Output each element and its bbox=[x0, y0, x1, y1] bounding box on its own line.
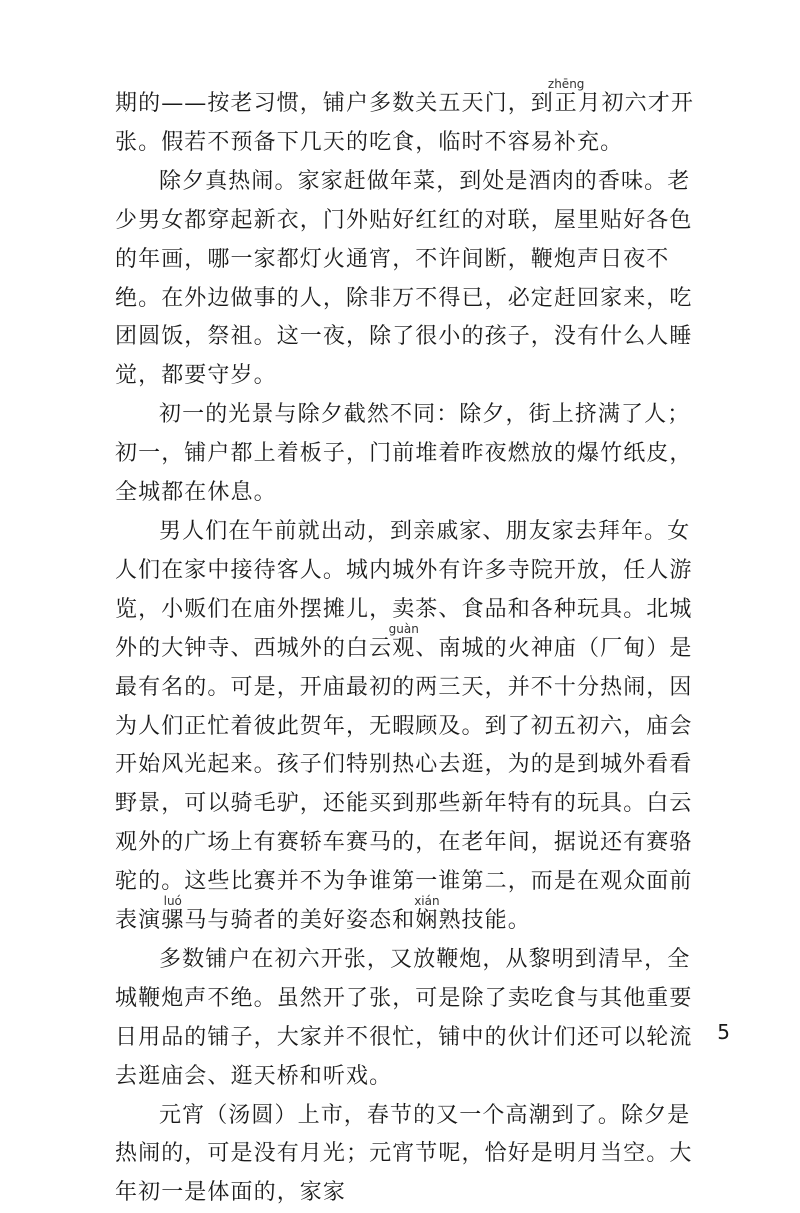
body-text bbox=[115, 78, 695, 1213]
paragraph bbox=[115, 163, 695, 396]
paragraph-text: 期的——按老习惯，铺户多数关五天门，到 bbox=[115, 91, 554, 116]
pinyin-annotation bbox=[547, 77, 585, 116]
paragraph-text: 熟技能。 bbox=[438, 908, 531, 934]
paragraph-text: 初一的光景与除夕截然不同：除夕，街上挤满了人；初一，铺户都上着板子，门前堆着昨夜燃放的爆竹纸皮，全城都在休息。 bbox=[115, 402, 693, 506]
paragraph bbox=[115, 78, 695, 163]
annotated-character: 骡 bbox=[161, 908, 185, 934]
paragraph-text: 除夕真热闹。家家赶做年菜，到处是酒肉的香味。老少男女都穿起新衣，门外贴好红红的对联，屋里贴好各色的年画，哪一家都灯火通宵，不许间断，鞭炮声日夜不绝。在外边做事的人，除非万不得已，必定赶回家来，吃团圆饭，祭祖。这一夜，除了很小的孩子，没有什么人睡觉，都要守岁。 bbox=[115, 168, 693, 389]
paragraph-text: 、南城的火神庙（厂甸）是最有名的。可是，开庙最初的两三天，并不十分热闹，因为人们正忙着彼此贺年，无暇顾及。到了初五初六，庙会开始风光起来。孩子们特别热心去逛，为的是到城外看看野景，可以骑毛驴，还能买到那些新年特有的玩具。白云观外的广场上有赛轿车赛马的，在老年间，据说还有赛骆驼的。这些比赛并不为争谁第一谁第二，而是在观众面前表演 bbox=[115, 635, 693, 934]
annotated-character: 观 bbox=[388, 635, 419, 661]
pinyin-text: luó bbox=[161, 894, 185, 909]
pinyin-annotation bbox=[414, 894, 440, 934]
paragraph bbox=[115, 941, 695, 1097]
paragraph-text: 马与骑者的美好姿态和 bbox=[184, 908, 416, 934]
pinyin-text: zhēng bbox=[547, 77, 585, 91]
annotated-character: 娴 bbox=[414, 908, 440, 934]
paragraph bbox=[115, 513, 695, 941]
pinyin-text: guàn bbox=[388, 621, 419, 636]
paragraph-text: 元宵（汤圆）上市，春节的又一个高潮到了。除夕是热闹的，可是没有月光；元宵节呢，恰好是明月当空。大年初一是体面的，家家 bbox=[115, 1102, 693, 1206]
paragraph-text: 多数铺户在初六开张，又放鞭炮，从黎明到清早，全城鞭炮声不绝。虽然开了张，可是除了卖吃食与其他重要日用品的铺子，大家并不很忙，铺中的伙计们还可以轮流去逛庙会、逛天桥和听戏。 bbox=[115, 946, 693, 1089]
paragraph bbox=[115, 1097, 695, 1213]
page-number: 5 bbox=[717, 1020, 730, 1044]
pinyin-text: xián bbox=[414, 894, 440, 909]
paragraph bbox=[115, 396, 695, 513]
paragraph-text: 男人们在午前就出动，到亲戚家、朋友家去拜年。女人们在家中接待客人。城内城外有许多寺院开放，任人游览，小贩们在庙外摆摊儿，卖茶、食品和各种玩具。北城外的大钟寺、西城外的白云 bbox=[115, 518, 693, 661]
annotated-character: 正 bbox=[547, 91, 585, 116]
pinyin-annotation bbox=[388, 621, 419, 661]
paragraph-text: 月初六才开张。假若不预备下几天的吃食，临时不容易补充。 bbox=[115, 91, 694, 155]
pinyin-annotation bbox=[161, 894, 185, 934]
